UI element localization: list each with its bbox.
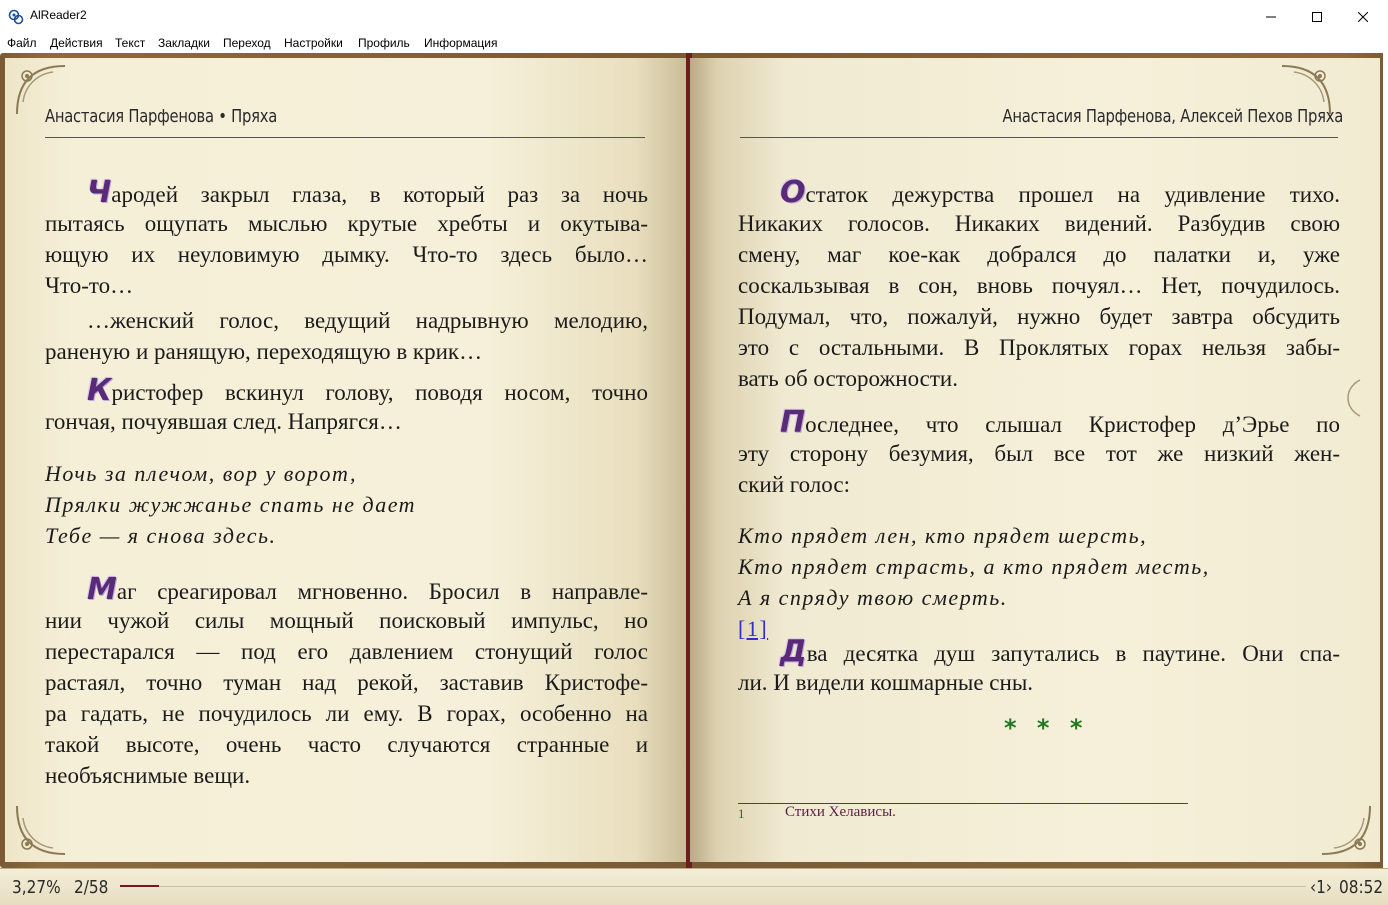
dropcap: П (780, 405, 806, 440)
left-poem: Ночь за плечом, вор у ворот, Прялки жужжанье спать не дает Тебе — я снова здесь. (45, 461, 417, 548)
menu-actions[interactable]: Действия (50, 36, 103, 50)
progress-percent: 3,27% (12, 877, 61, 898)
app-icon (8, 9, 24, 25)
menu-file[interactable]: Файл (7, 36, 37, 50)
left-paragraph-4: Маг среагировал мгновенно. Бросил в направле- нии чужой силы мощный поисковый импульс, но перестарался — под его давлением стонущий голос растаял, точно туман над рекой, заставив Кристофе- ра гадать, не почудилось ли ему. В горах, особенно на такой высоте, очень часто случаются странные и необъяснимые вещи. (45, 572, 648, 788)
left-paragraph-1: Чародей закрыл глаза, в который раз за ночь пытаясь ощупать мыслью крутые хребты и окутыва- ющую их неуловимую дымку. Что-то здесь было… Что-то… (45, 175, 648, 298)
dropcap: М (87, 572, 117, 607)
window-title: AlReader2 (30, 8, 87, 22)
menu-bar (0, 33, 1388, 53)
page-counter[interactable]: 2/58 (74, 877, 109, 898)
menu-settings[interactable]: Настройки (284, 36, 343, 50)
dropcap: Д (780, 634, 807, 669)
dropcap: Ч (87, 175, 112, 210)
right-header-rule (740, 137, 1338, 138)
clock: 08:52 (1339, 877, 1384, 898)
maximize-icon (1312, 12, 1322, 22)
progress-track[interactable] (120, 886, 1306, 887)
left-header-rule (45, 137, 645, 138)
minimize-icon (1266, 12, 1276, 22)
maximize-button[interactable] (1294, 0, 1340, 33)
right-paragraph-2: Последнее, что слышал Кристофер д’Эрье по эту сторону безумия, был все тот же низкий жен- ский голос: (738, 405, 1340, 497)
close-icon (1358, 12, 1368, 22)
close-button[interactable] (1340, 0, 1386, 33)
left-running-header: Анастасия Парфенова • Пряха (45, 106, 278, 127)
right-paragraph-3: Два десятка душ запутались в паутине. Они спа- ли. И видели кошмарные сны. (738, 634, 1340, 695)
right-paragraph-1: Остаток дежурства прошел на удивление тихо. Никаких голосов. Никаких видений. Разбудив свою смену, маг кое-как добрался до палатки и, уже соскальзывая в сон, вновь почуял… Нет, почудилось. Подумал, что, пожалуй, нужно будет завтра обсудить это с остальными. В Проклятых горах нельзя забы- вать об осторожности. (738, 175, 1340, 391)
corner-ornament-icon (1318, 802, 1374, 858)
menu-text[interactable]: Текст (115, 36, 146, 50)
book-view[interactable] (0, 53, 1388, 868)
footnote-link[interactable]: [1] (738, 616, 769, 641)
minimize-button[interactable] (1248, 0, 1294, 33)
menu-info[interactable]: Информация (424, 36, 498, 50)
dropcap: К (87, 373, 112, 408)
nav-indicator[interactable]: ‹1› (1310, 877, 1332, 898)
progress-fill (120, 885, 159, 887)
dropcap: О (780, 175, 806, 210)
corner-ornament-icon (13, 802, 69, 858)
right-running-header: Анастасия Парфенова, Алексей Пехов Пряха (1002, 106, 1343, 127)
left-paragraph-2: …женский голос, ведущий надрывную мелодию, раненую и ранящую, переходящую в крик… (45, 308, 648, 364)
left-page[interactable] (5, 58, 689, 862)
right-poem: Кто прядет лен, кто прядет шерсть, Кто прядет страсть, а кто прядет месть, А я спряду твою смерть. [1] (738, 523, 1210, 641)
footnote-number: 1 (738, 806, 745, 821)
status-bar (0, 868, 1388, 905)
title-bar (0, 0, 1388, 33)
menu-bookmarks[interactable]: Закладки (158, 36, 210, 50)
right-page[interactable] (690, 58, 1380, 862)
left-paragraph-3: Кристофер вскинул голову, поводя носом, точно гончая, почуявшая след. Напрягся… (45, 373, 648, 434)
window-edge (1383, 53, 1388, 904)
menu-goto[interactable]: Переход (223, 36, 271, 50)
section-separator-stars: * * * (1004, 714, 1089, 742)
footnote-text: Стихи Хелависы. (785, 804, 896, 820)
menu-profile[interactable]: Профиль (358, 36, 410, 50)
